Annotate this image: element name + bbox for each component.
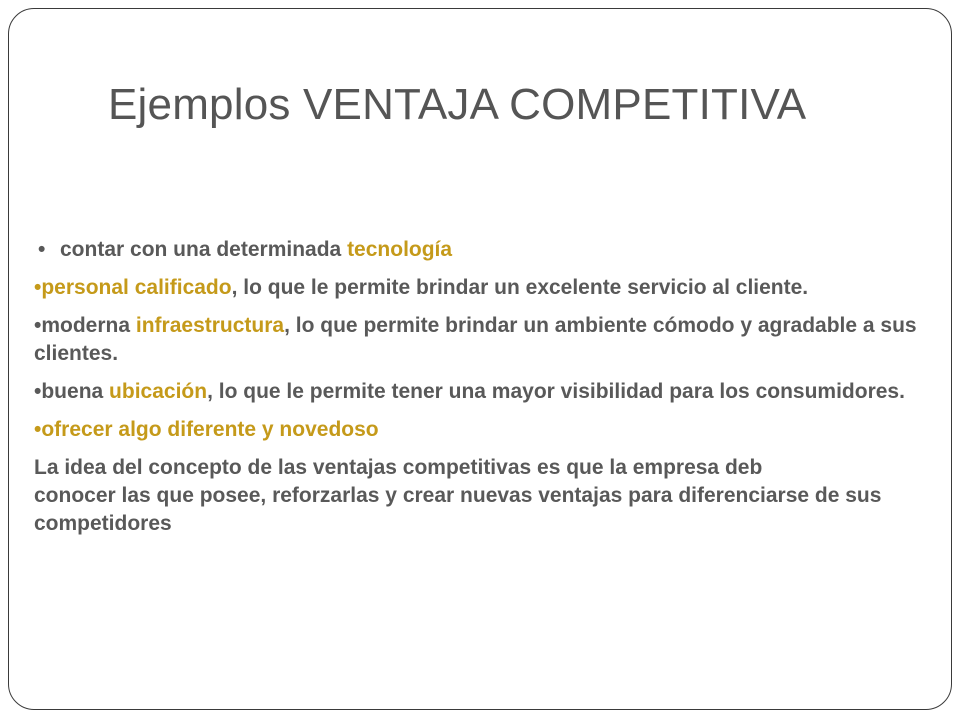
highlight-text: ofrecer algo diferente y novedoso	[41, 418, 379, 441]
highlight-text: ubicación	[109, 380, 208, 403]
bullet-item-ofrecer	[34, 416, 960, 444]
bullet-text: moderna	[41, 314, 136, 337]
bullet-text: contar con una determinada	[60, 238, 348, 261]
bullet-icon: •	[34, 276, 42, 299]
slide-content	[34, 236, 960, 538]
bullet-text: buena	[41, 380, 110, 403]
closing-text-line: La idea del concepto de las ventajas competitivas es que la empresa deb	[34, 456, 763, 479]
bullet-icon: •	[38, 238, 46, 261]
bullet-item-infraestructura	[34, 312, 960, 368]
bullet-icon: •	[34, 380, 42, 403]
bullet-item-tecnologia	[34, 236, 960, 264]
bullet-text: , lo que permite brindar un ambiente cómodo y agradable a sus clientes.	[34, 314, 917, 365]
highlight-text: tecnología	[347, 238, 453, 261]
bullet-icon: •	[34, 418, 42, 441]
bullet-icon: •	[34, 314, 42, 337]
highlight-text: personal calificado	[41, 276, 232, 299]
highlight-text: infraestructura	[135, 314, 285, 337]
closing-paragraph	[34, 454, 960, 538]
bullet-text: , lo que le permite tener una mayor visibilidad para los consumidores.	[207, 380, 905, 403]
slide-title: Ejemplos VENTAJA COMPETITIVA	[108, 80, 807, 129]
bullet-item-ubicacion	[34, 378, 960, 406]
bullet-item-personal	[34, 274, 960, 302]
closing-text: conocer las que posee, reforzarlas y crear nuevas ventajas para diferenciarse de sus competidores	[34, 484, 882, 535]
bullet-text: , lo que le permite brindar un excelente servicio al cliente.	[231, 276, 809, 299]
